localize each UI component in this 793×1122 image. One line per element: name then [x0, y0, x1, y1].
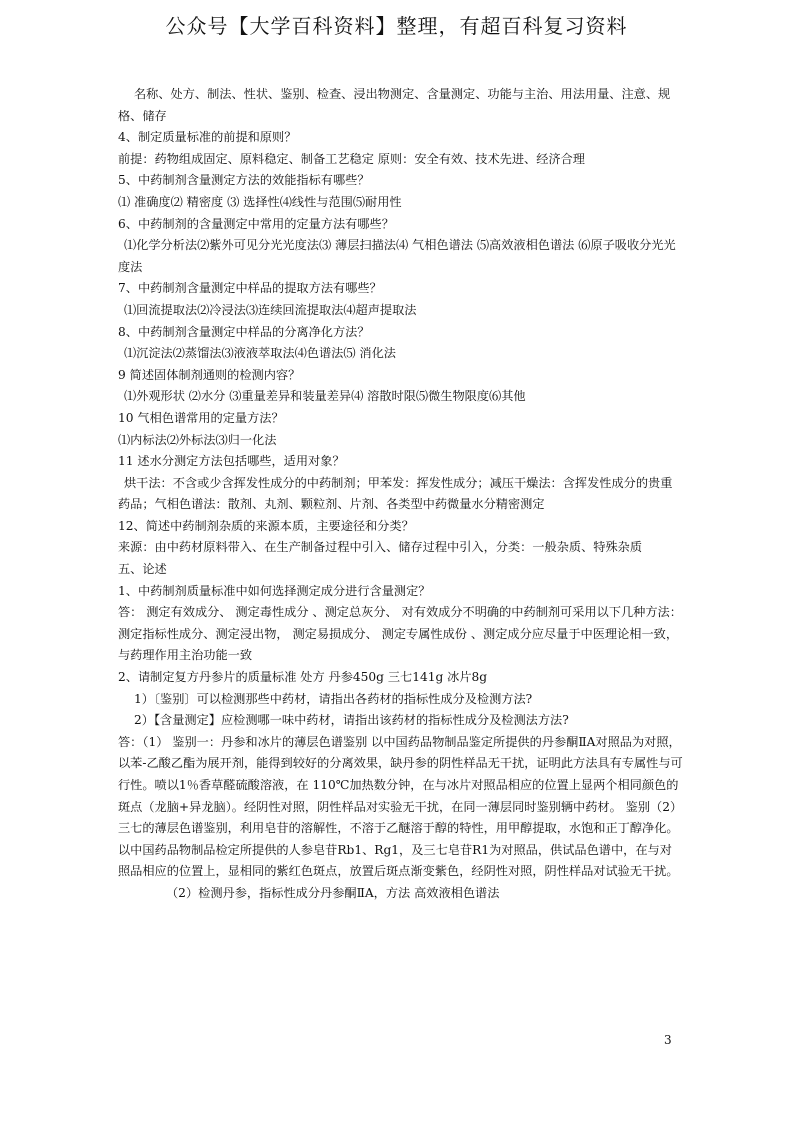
answer: ⑴沉淀法⑵蒸馏法⑶液液萃取法⑷色谱法⑸ 消化法 [124, 346, 396, 361]
question: 5、中药制剂含量测定方法的效能指标有哪些？ [118, 173, 370, 188]
answer: ⑴回流提取法⑵冷浸法⑶连续回流提取法⑷超声提取法 [124, 302, 417, 317]
question: 4、制定质量标准的前提和原则？ [118, 130, 297, 145]
answer: 来源：由中药材原料带入、在生产制备过程中引入、储存过程中引入，分类：一般杂质、特殊杂质 [118, 540, 643, 555]
question: 1、中药制剂质量标准中如何选择测定成分进行含量测定？ [118, 583, 431, 598]
question: 10 气相色谱常用的定量方法？ [118, 410, 284, 425]
paragraph: 名称、处方、制法、性状、鉴别、检查、浸出物测定、含量测定、功能与主治、用法用量、注意、规格、储存 [118, 87, 671, 123]
question: 8、中药制剂含量测定中样品的分离净化方法？ [118, 324, 370, 339]
question: 9 简述固体制剂通则的检测内容？ [118, 367, 301, 382]
section-heading: 五、论述 [118, 562, 167, 577]
question: 6、中药制剂的含量测定中常用的定量方法有哪些？ [118, 216, 394, 231]
answer: ⑴ 准确度⑵ 精密度 ⑶ 选择性⑷线性与范围⑸耐用性 [118, 194, 402, 209]
answer: ⑴化学分析法⑵紫外可见分光光度法⑶ 薄层扫描法⑷ 气相色谱法 ⑸高效液相色谱法 ⑹原子吸收分光光度法 [118, 238, 676, 274]
answer: 答：（1） 鉴别一：丹参和冰片的薄层色谱鉴别 以中国药品物制品鉴定所提供的丹参酮ⅡA对照品为对照，以苯-乙酸乙酯为展开剂，能得到较好的分离效果，缺丹参的阴性样品无干扰，证明此方法具有专属性与可行性。喷以1％香草醛硫酸溶液，在 110℃加热数分钟，在与冰片对照品相应的位置上显两个相同颜色的斑点（龙脑+异龙脑）。经阴性对照，阴性样品对实验无干扰，在同一薄层同时鉴别辆中药材。 鉴别（2）三七的薄层色谱鉴别，利用皂苷的溶解性，不溶于乙醚溶于醇的特性，用甲醇提取，水饱和正丁醇净化。以中国药品物制品检定所提供的人参皂苷Rb1、Rg1，及三七皂苷R1为对照品，供试品色谱中，在与对照品相应的位置上，显相同的紫红色斑点，放置后斑点渐变紫色，经阴性对照，阴性样品对试验无干扰。 [118, 734, 683, 879]
answer: ⑴内标法⑵外标法⑶归一化法 [118, 432, 277, 447]
page-number: 3 [664, 1033, 672, 1047]
question: 2、请制定复方丹参片的质量标准 处方 丹参450g 三七141g 冰片8g [118, 670, 488, 685]
page-header: 公众号【大学百科资料】整理，有超百科复习资料 [165, 14, 628, 38]
answer: ⑴外观形状 ⑵水分 ⑶重量差异和装量差异⑷ 溶散时限⑸微生物限度⑹其他 [124, 389, 526, 404]
sub-question: 1）〔鉴别〕可以检测那些中药材，请指出各药材的指标性成分及检测方法? [134, 691, 533, 706]
question: 7、中药制剂含量测定中样品的提取方法有哪些？ [118, 281, 382, 296]
answer: 答： 测定有效成分、 测定毒性成分 、测定总灰分、 对有效成分不明确的中药制剂可采用以下几种方法：测定指标性成分、测定浸出物， 测定易损成分、 测定专属性成份 、测定成分应尽量于中医理论相一致，与药理作用主治功能一致 [118, 605, 682, 663]
answer: （2）检测丹参，指标性成分丹参酮ⅡA，方法 高效液相色谱法 [166, 885, 500, 900]
document-body [118, 84, 683, 905]
sub-question: 2）【含量测定】应检测哪一味中药材，请指出该药材的指标性成分及检测法方法? [134, 713, 569, 728]
answer: 烘干法：不含或少含挥发性成分的中药制剂；甲苯发：挥发性成分；减压干燥法：含挥发性成分的贵重药品；气相色谱法：散剂、丸剂、颗粒剂、片剂、各类型中药微量水分精密测定 [118, 475, 673, 512]
answer: 前提：药物组成固定、原料稳定、制备工艺稳定 原则：安全有效、技术先进、经济合理 [118, 151, 585, 166]
question: 11 述水分测定方法包括哪些，适用对象？ [118, 454, 345, 469]
question: 12、简述中药制剂杂质的来源本质，主要途径和分类？ [118, 518, 414, 533]
